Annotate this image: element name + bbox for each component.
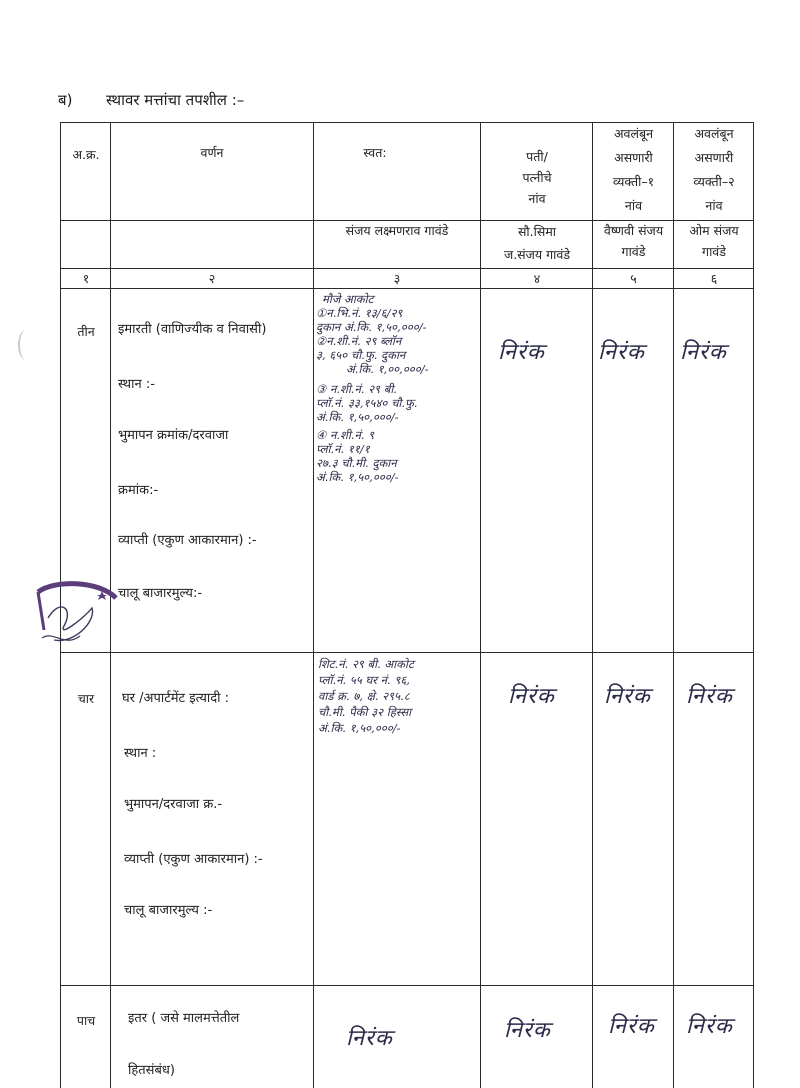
row-sr: पाच xyxy=(76,1013,96,1028)
header-dependent2-line: नांव xyxy=(705,198,723,213)
name-dependent2 xyxy=(675,220,753,262)
header-spouse-line: पती/ xyxy=(526,149,548,164)
handwritten-line: अं.कि. १,५०,०००/- xyxy=(316,470,399,484)
column-number: ६ xyxy=(710,271,718,286)
header-dependent2-line: व्यक्ती–२ xyxy=(693,174,735,189)
handwritten-line: अं.कि. १,००,०००/- xyxy=(346,362,429,376)
table-rule-row3 xyxy=(60,652,754,653)
section-number: ब) xyxy=(58,91,73,109)
name-dependent2-line: गावंडे xyxy=(702,244,726,259)
header-spouse-line: पत्नीचे xyxy=(522,170,552,185)
nil-self: निरंक xyxy=(346,1026,393,1051)
column-number: २ xyxy=(208,271,216,286)
handwritten-self-details xyxy=(316,292,478,484)
nil-dependent1: निरंक xyxy=(604,684,651,709)
header-sr: अ.क्र. xyxy=(72,147,100,162)
handwritten-line: वार्ड क्र. ७, क्षे. २९५.८ xyxy=(318,689,410,703)
row-label: चालू बाजारमुल्य:- xyxy=(118,586,203,601)
name-self: संजय लक्ष्मणराव गावंडे xyxy=(345,223,449,238)
header-self: स्वत: xyxy=(363,145,387,160)
header-dependent1 xyxy=(594,122,673,218)
handwritten-line: २७.३ चौ.मी. दुकान xyxy=(316,456,397,470)
table-rule-numbers xyxy=(60,288,754,289)
nil-spouse: निरंक xyxy=(508,684,555,709)
row-label: भुमापन/दरवाजा क्र.- xyxy=(124,797,223,812)
handwritten-line: ④ न.शी.नं. ९ xyxy=(316,428,375,442)
row-label: क्रमांक:- xyxy=(118,483,159,498)
handwritten-line: दुकान अं.कि. १,५०,०००/- xyxy=(316,320,427,334)
name-dependent1-line: वैष्णवी संजय xyxy=(603,223,664,238)
name-dependent2-line: ओम संजय xyxy=(689,223,739,238)
table-rule-names xyxy=(60,268,754,269)
header-dependent1-line: अवलंबून xyxy=(613,126,654,141)
handwritten-line: चौ.मी. पैकी ३२ हिस्सा xyxy=(318,705,412,719)
header-dependent2-line: अवलंबून xyxy=(694,126,734,141)
nil-spouse: निरंक xyxy=(504,1018,551,1043)
name-spouse xyxy=(482,220,592,266)
header-description: वर्णन xyxy=(200,145,224,160)
header-dependent2 xyxy=(675,122,753,218)
row-label: इमारती (वाणिज्यीक व निवासी) xyxy=(118,322,267,337)
row-label: भुमापन क्रमांक/दरवाजा xyxy=(118,428,229,443)
handwritten-line: अं.कि. १,५०,०००/- xyxy=(316,410,399,424)
handwritten-line: प्लॉ.नं. ५५ घर नं. ९६, xyxy=(318,673,410,687)
row-label: स्थान : xyxy=(124,746,157,761)
handwritten-line: अं.कि. १,५०,०००/- xyxy=(318,721,401,735)
handwritten-line: प्लॉ.नं. ११/१ xyxy=(316,442,370,456)
column-number: ५ xyxy=(630,271,637,286)
header-dependent2-line: असणारी xyxy=(694,150,734,165)
handwritten-line: मौजे आकोट xyxy=(322,292,374,306)
handwritten-line: ३, ६५० चौ.फु. दुकान xyxy=(316,348,406,362)
row-label: इतर ( जसे मालमत्तेतील xyxy=(128,1011,240,1026)
section-title: स्थावर मत्तांचा तपशील :– xyxy=(106,91,245,109)
nil-dependent2: निरंक xyxy=(680,340,727,365)
nil-dependent1: निरंक xyxy=(608,1014,655,1039)
handwritten-line: ①न.भि.नं. १३/६/२९ xyxy=(316,306,403,320)
scan-mark xyxy=(18,330,34,360)
column-number: ३ xyxy=(393,271,401,286)
row-sr: तीन xyxy=(77,324,95,339)
handwritten-self-house xyxy=(318,656,478,736)
handwritten-line: शिट.नं. २९ बी. आकोट xyxy=(318,657,414,671)
column-number: १ xyxy=(82,271,90,286)
table-col-rule-2 xyxy=(313,122,314,1088)
row-label: हितसंबंध) xyxy=(128,1063,175,1078)
name-spouse-line: सौ.सिमा xyxy=(517,224,557,239)
header-spouse-line: नांव xyxy=(528,191,546,206)
nil-dependent1: निरंक xyxy=(598,340,645,365)
table-col-rule-4 xyxy=(592,122,593,1088)
handwritten-line: ②न.शी.नं. २९ ब्लॉन xyxy=(316,334,402,348)
header-dependent1-line: नांव xyxy=(624,198,643,213)
row-label: घर /अपार्टमेंट इत्यादी : xyxy=(122,691,230,706)
header-dependent1-line: व्यक्ती–१ xyxy=(612,174,655,189)
name-spouse-line: ज.संजय गावंडे xyxy=(503,247,571,262)
nil-dependent2: निरंक xyxy=(686,1014,733,1039)
handwritten-line: प्लॉ.नं. ३३,१५४० चौ.फु. xyxy=(316,396,418,410)
table-col-rule-3 xyxy=(480,122,481,1088)
table-col-rule-5 xyxy=(673,122,674,1088)
name-dependent1 xyxy=(594,220,673,262)
header-dependent1-line: असणारी xyxy=(614,150,653,165)
name-dependent1-line: गावंडे xyxy=(621,244,646,259)
row-label: स्थान :- xyxy=(118,377,155,392)
nil-dependent2: निरंक xyxy=(686,684,733,709)
row-label: व्याप्ती (एकुण आकारमान) :- xyxy=(118,533,257,548)
header-spouse xyxy=(482,146,592,209)
row-label: चालू बाजारमुल्य :- xyxy=(124,903,213,918)
handwritten-line: ③ न.शी.नं. २९ बी. xyxy=(316,382,397,396)
table-border-right xyxy=(753,122,754,1088)
table-rule-row4 xyxy=(60,985,754,986)
row-sr: चार xyxy=(77,691,95,706)
notary-stamp-icon xyxy=(34,578,118,650)
column-number: ४ xyxy=(533,271,541,286)
row-label: व्याप्ती (एकुण आकारमान) :- xyxy=(124,852,263,867)
nil-spouse: निरंक xyxy=(498,340,545,365)
